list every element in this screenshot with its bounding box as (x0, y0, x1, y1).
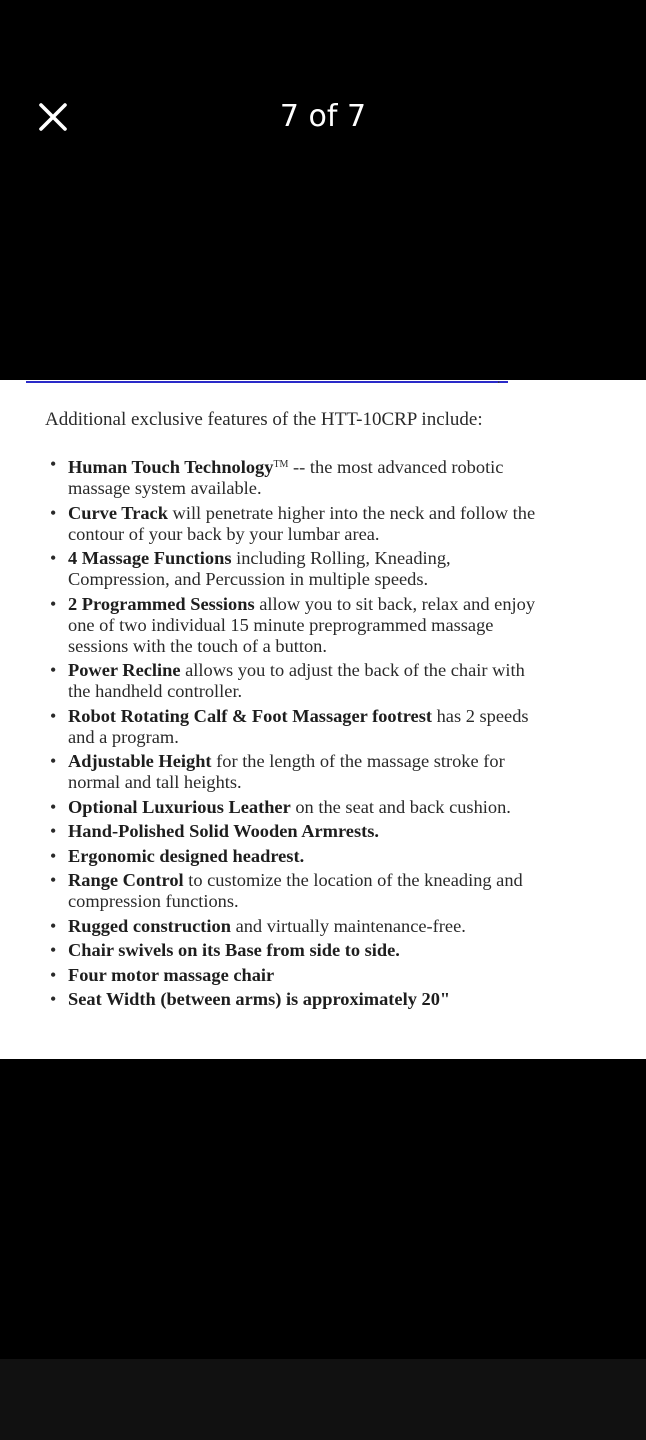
feature-item (44, 846, 544, 867)
feature-title: Robot Rotating Calf & Foot Massager footrest (68, 705, 433, 726)
bullet-icon: • (50, 915, 57, 936)
feature-item (44, 454, 544, 499)
feature-description: on the seat and back cushion. (290, 796, 511, 817)
feature-item (44, 821, 544, 842)
feature-description: for the length of the massage stroke for normal and tall heights. (68, 751, 505, 792)
feature-description: allows you to adjust the back of the chair with the handheld controller. (68, 660, 525, 701)
bullet-icon: • (50, 845, 57, 866)
feature-title: Human Touch Technology (68, 457, 274, 477)
feature-item (44, 940, 544, 961)
feature-description: including Rolling, Kneading, Compression, and Percussion in multiple speeds. (68, 548, 451, 589)
feature-list (44, 454, 544, 1014)
bullet-icon: • (50, 705, 57, 726)
feature-description: -- the most advanced robotic massage system available. (68, 457, 504, 498)
feature-title: Hand-Polished Solid Wooden Armrests. (68, 821, 379, 841)
feature-item (44, 548, 544, 590)
blue-rule (26, 381, 508, 383)
bullet-icon: • (50, 821, 57, 841)
feature-item (44, 660, 544, 702)
document-image (0, 372, 646, 1059)
feature-item (44, 797, 544, 818)
bullet-icon: • (50, 796, 57, 817)
feature-item (44, 989, 544, 1010)
bullet-icon: • (50, 964, 57, 985)
intro-text: Additional exclusive features of the HTT-10CRP include: (45, 409, 483, 430)
bullet-icon: • (50, 940, 57, 960)
bottom-bar (0, 1359, 646, 1440)
image-counter: 7 of 7 (279, 99, 367, 134)
feature-item (44, 706, 544, 748)
feature-title: 2 Programmed Sessions (68, 593, 255, 614)
feature-description: and virtually maintenance-free. (230, 915, 466, 936)
feature-item (44, 916, 544, 937)
feature-title: Ergonomic designed headrest. (68, 845, 305, 866)
feature-item (44, 751, 544, 793)
bullet-icon: • (50, 593, 57, 614)
feature-title: Rugged construction (68, 915, 231, 936)
feature-item (44, 965, 544, 986)
bullet-icon: • (50, 454, 57, 474)
feature-description: allow you to sit back, relax and enjoy one of two individual 15 minute preprogrammed massage sessions with the touch of a button. (68, 593, 536, 656)
feature-title: Seat Width (between arms) is approximately 20" (68, 989, 451, 1009)
feature-description: will penetrate higher into the neck and follow the contour of your back by your lumbar area. (68, 502, 536, 544)
feature-title: Adjustable Height (68, 751, 212, 771)
bullet-icon: • (50, 502, 57, 523)
feature-item (44, 870, 544, 912)
feature-title: Four motor massage chair (68, 964, 275, 985)
trademark-mark: TM (273, 459, 289, 470)
feature-title: Optional Luxurious Leather (68, 796, 291, 817)
bullet-icon: • (50, 751, 57, 771)
cropped-text-fragment: . (497, 372, 501, 387)
bullet-icon: • (50, 548, 57, 568)
feature-description: has 2 speeds and a program. (68, 705, 529, 747)
feature-description: to customize the location of the kneading and compression functions. (68, 870, 523, 911)
feature-title: 4 Massage Functions (68, 548, 232, 568)
bullet-icon: • (50, 660, 57, 680)
feature-title: Range Control (68, 870, 184, 890)
bullet-icon: • (50, 989, 57, 1009)
bullet-icon: • (50, 870, 57, 890)
feature-item (44, 503, 544, 545)
feature-title: Curve Track (68, 502, 168, 523)
feature-title: Power Recline (68, 660, 181, 680)
feature-title: Chair swivels on its Base from side to side. (68, 940, 400, 960)
feature-item (44, 594, 544, 657)
